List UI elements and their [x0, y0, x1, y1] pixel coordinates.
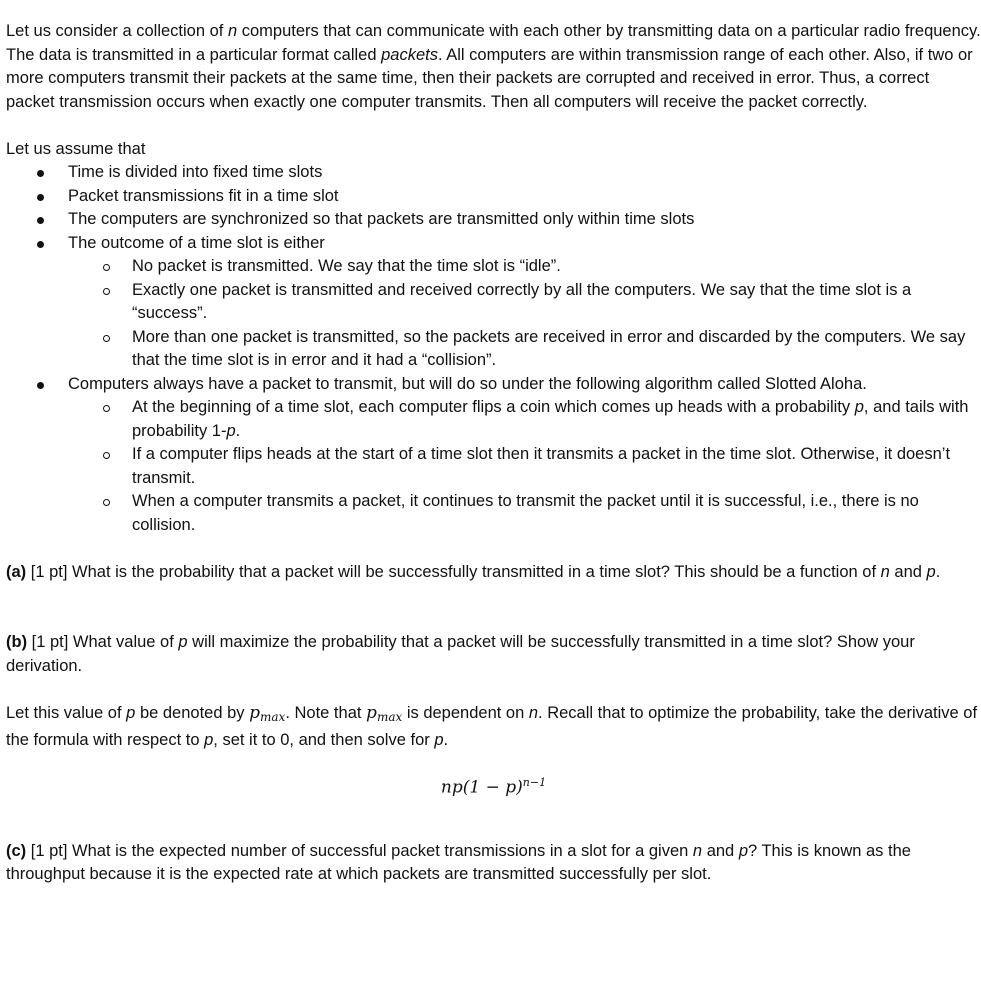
list-item: [6, 208, 981, 232]
bullet-dot-icon: [37, 217, 44, 224]
spacer: [6, 584, 981, 631]
spacer: [6, 537, 981, 561]
bullet-circle-icon: [103, 335, 110, 342]
spacer: [6, 753, 981, 767]
list-item: [6, 161, 981, 185]
var-n: n: [528, 703, 539, 722]
var-p: p: [204, 731, 214, 749]
sublist-item: [68, 326, 981, 373]
list-item-text: Time is divided into fixed time slots: [68, 163, 323, 181]
note-text: .: [443, 731, 449, 749]
assumptions-heading: Let us assume that: [6, 139, 146, 158]
spacer: [6, 114, 981, 138]
sublist-item: [68, 396, 981, 443]
question-text: will maximize the probability that a packet will be successfully transmitted in a time slot? Show your derivation.: [6, 633, 915, 675]
sublist-item: [68, 443, 981, 490]
question-text: [1 pt] What value of: [27, 633, 179, 651]
list-item-text: The computers are synchronized so that packets are transmitted only within time slots: [68, 210, 695, 228]
assumptions-list: [6, 161, 981, 537]
pmax-subscript: max: [376, 709, 403, 724]
formula-exponent: n−1: [522, 775, 547, 789]
intro-text: . All computers are within transmission range of each other. Also, if two or more computers transmit their packets at the same time, then their packets are corrupted and received in error. Thus, a correct packet transmission occurs when exactly one computer transmits. Then all computers will receive the packet correctly.: [6, 45, 973, 111]
aloha-sublist: [68, 396, 981, 537]
note-text: Let this value of: [6, 703, 127, 722]
outcome-sublist: [68, 255, 981, 373]
note-text: . Recall that to optimize the probability, take the derivative of the formula with respect to: [6, 703, 978, 749]
list-item: [6, 232, 981, 373]
question-label: (b): [6, 633, 28, 651]
list-item-text: Packet transmissions fit in a time slot: [68, 186, 339, 205]
bullet-circle-icon: [103, 264, 110, 271]
sublist-item-text: If a computer flips heads at the start of a time slot then it transmits a packet in the time slot. Otherwise, it doesn’t transmit.: [132, 445, 951, 487]
spacer: [6, 800, 981, 840]
sublist-item-text: .: [235, 421, 241, 440]
var-p: p: [854, 398, 864, 416]
formula-base: np(1 − p): [440, 777, 523, 798]
note-text: , set it to 0, and then solve for: [213, 731, 435, 749]
bullet-dot-icon: [37, 194, 44, 201]
note-paragraph: [6, 702, 981, 753]
list-item-text: The outcome of a time slot is either: [68, 233, 325, 252]
question-label: (c): [6, 841, 27, 860]
bullet-dot-icon: [37, 382, 44, 389]
var-n: n: [692, 841, 703, 860]
question-text: and: [702, 841, 739, 860]
sublist-item: [68, 279, 981, 326]
sublist-item-text: No packet is transmitted. We say that the time slot is “idle”.: [132, 257, 561, 275]
question-b: [6, 631, 981, 678]
question-text: ? This is known as the throughput because it is the expected rate at which packets are transmitted successfully per slot.: [6, 841, 911, 884]
sublist-item-text: More than one packet is transmitted, so the packets are received in error and discarded by the computers. We say that the time slot is in error and it had a “collision”.: [132, 327, 966, 369]
question-a: [6, 561, 981, 585]
var-p: p: [126, 703, 136, 722]
sublist-item-text: When a computer transmits a packet, it continues to transmit the packet until it is successful, i.e., there is no collision.: [132, 492, 919, 534]
var-p: p: [434, 731, 444, 749]
question-text: [1 pt] What is the expected number of successful packet transmissions in a slot for a given: [26, 841, 693, 860]
question-label: (a): [6, 562, 27, 581]
list-item: [6, 373, 981, 538]
list-item-text: Computers always have a packet to transmit, but will do so under the following algorithm called Slotted Aloha.: [68, 374, 867, 393]
var-pmax: [366, 703, 402, 723]
pmax-base: p: [366, 702, 377, 723]
var-p: p: [226, 421, 236, 440]
var-p: p: [178, 633, 188, 651]
bullet-circle-icon: [103, 288, 110, 295]
bullet-circle-icon: [103, 499, 110, 506]
bullet-dot-icon: [37, 170, 44, 177]
question-text: .: [935, 562, 941, 581]
var-pmax: [249, 703, 285, 723]
var-n: n: [880, 562, 890, 581]
question-text: [1 pt] What is the probability that a packet will be successfully transmitted in a time slot? This should be a function of: [26, 562, 881, 581]
formula: [6, 771, 981, 800]
note-text: be denoted by: [135, 703, 250, 722]
bullet-circle-icon: [103, 452, 110, 459]
var-p: p: [738, 841, 748, 860]
pmax-base: p: [249, 702, 261, 723]
note-text: is dependent on: [402, 703, 529, 722]
sublist-item-text: At the beginning of a time slot, each computer flips a coin which comes up heads with a probability: [132, 398, 855, 416]
pmax-subscript: max: [260, 709, 286, 724]
var-p: p: [926, 562, 936, 581]
var-n: n: [227, 22, 238, 40]
sublist-item-text: , and tails with probability 1-: [132, 398, 969, 440]
spacer: [6, 678, 981, 702]
bullet-circle-icon: [103, 405, 110, 412]
note-text: . Note that: [285, 703, 367, 722]
list-item: [6, 185, 981, 209]
bullet-dot-icon: [37, 241, 44, 248]
term-packets: packets: [381, 45, 438, 64]
intro-paragraph: [6, 20, 981, 114]
question-c: [6, 840, 981, 887]
sublist-item-text: Exactly one packet is transmitted and received correctly by all the computers. We say that the time slot is a “success”.: [132, 280, 912, 322]
intro-text: computers that can communicate with each other by transmitting data on a particular radio frequency. The data is transmitted in a particular format called: [6, 22, 981, 64]
question-text: and: [889, 562, 927, 581]
intro-text: Let us consider a collection of: [6, 22, 228, 40]
sublist-item: [68, 490, 981, 537]
sublist-item: [68, 255, 981, 279]
